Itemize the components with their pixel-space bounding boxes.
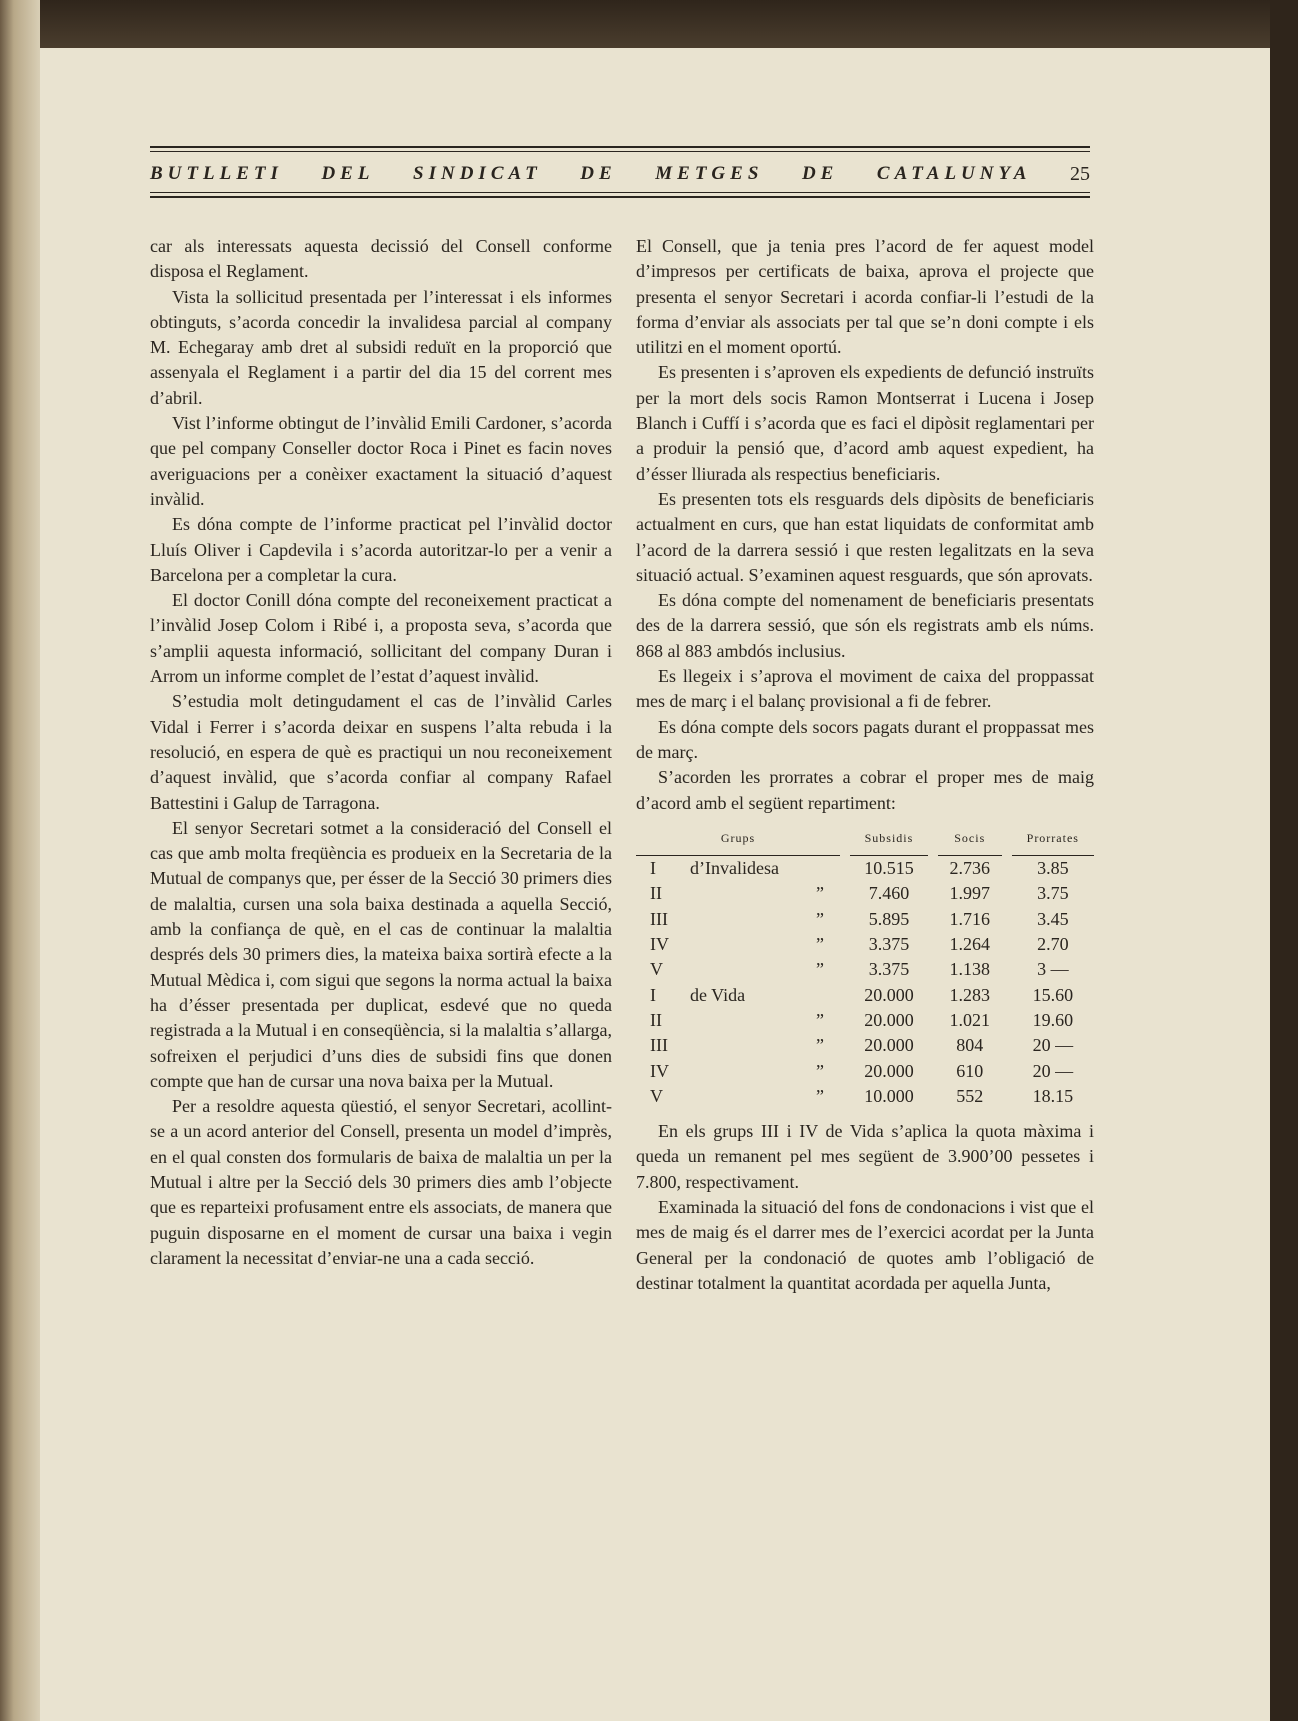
socis-cell: 552	[956, 1085, 984, 1106]
subsidis-cell: 10.515	[864, 858, 914, 879]
socis-cell: 1.021	[949, 1009, 990, 1030]
category-cell	[690, 957, 800, 982]
socis-cell: 1.138	[949, 959, 990, 980]
prorrates-cell: 19.60	[1032, 1009, 1074, 1030]
prorrates-cell: 20 —	[1032, 1035, 1074, 1056]
table-row	[636, 881, 1094, 906]
paragraph: El doctor Conill dóna compte del reconeixement practicat a l’invàlid Josep Colom i Ribé i, a proposta seva, s’acorda que s’amplii aquesta informació, sollicitant del company Duran i Arrom un informe complet de l’estat d’aquest invàlid.	[150, 590, 612, 687]
prorrates-cell: 18.15	[1032, 1085, 1074, 1106]
prorrates-cell: 15.60	[1032, 984, 1074, 1005]
paragraph: Per a resoldre aquesta qüestió, el senyor Secretari, acollint-se a un acord anterior del Consell, presenta un model d’imprès, en el qual consten dos formularis de baixa de malaltia un per la Mutual i altre per la Secció dels 30 primers dies amb l’objecte que es reparteixi profusament entre els associats, de manera que puguin disposarne en el moment de cursar una baixa i vegin clarament la necessitat d’enviar-ne una a cada secció.	[150, 1096, 612, 1268]
grup-cell: IV	[650, 934, 669, 955]
category-cell: de Vida	[690, 984, 746, 1005]
category-cell	[690, 881, 800, 906]
header-rule-top-2	[150, 151, 1090, 152]
table-row	[636, 1033, 1094, 1058]
scan-top-shadow	[40, 0, 1270, 48]
col-header-prorrates: Prorrates	[1012, 826, 1094, 856]
socis-cell: 2.736	[949, 858, 990, 879]
grup-cell: II	[650, 883, 662, 904]
table-row	[636, 856, 1094, 882]
paragraph: Es presenten tots els resguards dels dipòsits de beneficiaris actualment en curs, que han estat liquidats de conformitat amb l’acord de la darrera sessió i que resten legalitzats en la seva situació actual. S’examinen aquest resguards, que són aprovats.	[636, 488, 1094, 585]
header-word: BUTLLETI	[150, 163, 283, 184]
grup-cell: II	[650, 1009, 662, 1030]
subsidis-cell: 20.000	[864, 1009, 914, 1030]
paragraph: Es dóna compte dels socors pagats durant el proppassat mes de març.	[636, 716, 1094, 762]
right-column	[636, 234, 1094, 1296]
prorrates-cell: 3.85	[1037, 858, 1069, 879]
facing-page-edge	[0, 0, 40, 1721]
grup-cell: V	[650, 959, 663, 980]
paragraph: Es llegeix i s’aprova el moviment de caixa del proppassat mes de març i el balanç provisional a fi de febrer.	[636, 666, 1094, 712]
subsidis-cell: 20.000	[864, 1060, 914, 1081]
prorrates-cell: 3.45	[1037, 908, 1069, 929]
header-word: DE	[580, 163, 617, 184]
ditto-cell: ”	[816, 908, 824, 929]
table-row	[636, 957, 1094, 982]
paragraph: S’acorden les prorrates a cobrar el proper mes de maig d’acord amb el següent repartiment:	[636, 767, 1094, 813]
header-rule-top-1	[150, 146, 1090, 148]
table-row	[636, 983, 1094, 1008]
paragraph: El senyor Secretari sotmet a la consideració del Consell el cas que amb molta freqüència es produeix en la Secretaria de la Mutual de companys que, per ésser de la Secció 30 primers dies de malaltia, cursen una sola baixa destinada a aquella Secció, amb la confiança de què, en el cas de continuar la malaltia després dels 30 primers dies, la mateixa baixa sortirà efecte a la Mutual Mèdica i, com sigui que segons la norma actual la baixa ha d’ésser presentada per duplicat, esdevé que no queda registrada a la Mutual i en conseqüència, si la malaltia s’allarga, sofreixen el perjudici d’uns dies de subsidi fins que donen compte que han de cursar una nova baixa per la Mutual.	[150, 817, 612, 1091]
col-header-socis: Socis	[938, 826, 1002, 856]
grup-cell: III	[650, 1035, 668, 1056]
paragraph: Es dóna compte de l’informe practicat pel l’invàlid doctor Lluís Oliver i Capdevila i s’acorda autoritzar-lo per a venir a Barcelona per a completar la cura.	[150, 514, 612, 585]
table-row	[636, 932, 1094, 957]
table-row	[636, 907, 1094, 932]
category-cell	[690, 932, 800, 957]
paragraph: Es presenten i s’aproven els expedients de defunció instruïts per la mort dels socis Ramon Montserrat i Lucena i Josep Blanch i Cuffí i s’acorda que es faci el dipòsit reglamentari per a produir la pensió que, d’acord amb aquest expedient, ha d’ésser lliurada als respectius beneficiaris.	[636, 362, 1094, 484]
prorrates-cell: 2.70	[1037, 934, 1069, 955]
ditto-cell	[800, 983, 840, 1008]
table-row	[636, 1008, 1094, 1033]
category-cell	[690, 907, 800, 932]
ditto-cell	[800, 856, 840, 882]
subsidis-cell: 5.895	[868, 908, 910, 929]
category-cell	[690, 1059, 800, 1084]
subsidis-cell: 20.000	[864, 1035, 914, 1056]
category-cell	[690, 1084, 800, 1109]
running-header	[150, 160, 1090, 188]
header-word: DE	[801, 163, 839, 184]
ditto-cell: ”	[816, 1060, 824, 1081]
category-cell	[690, 1033, 800, 1058]
category-cell	[690, 1008, 800, 1033]
prorrates-cell: 3 —	[1037, 959, 1069, 980]
ditto-cell: ”	[816, 1035, 824, 1056]
prorrates-cell: 3.75	[1037, 883, 1069, 904]
ditto-cell: ”	[816, 1009, 824, 1030]
header-word: CATALUNYA	[876, 163, 1032, 184]
paragraph: Es dóna compte del nomenament de beneficiaris presentats des de la darrera sessió, que són els registrats amb els núms. 868 al 883 ambdós inclusius.	[636, 590, 1094, 661]
scan-right-shadow	[1270, 0, 1298, 1721]
grup-cell: I	[650, 858, 656, 879]
ditto-cell: ”	[816, 934, 824, 955]
grup-cell: III	[650, 908, 668, 929]
subsidis-cell: 20.000	[864, 984, 914, 1005]
socis-cell: 1.283	[949, 984, 990, 1005]
ditto-cell: ”	[816, 883, 824, 904]
header-word: METGES	[655, 163, 764, 184]
table-header-row	[636, 826, 1094, 856]
table-row	[636, 1084, 1094, 1109]
prorrates-table	[636, 826, 1094, 1109]
socis-cell: 804	[956, 1035, 984, 1056]
ditto-cell: ”	[816, 959, 824, 980]
header-word: SINDICAT	[413, 163, 542, 184]
col-header-subsidis: Subsidis	[850, 826, 928, 856]
header-rule-bottom-1	[150, 192, 1090, 193]
left-column	[150, 234, 612, 1271]
paragraph: car als interessats aquesta decissió del Consell conforme disposa el Reglament.	[150, 236, 612, 282]
grup-cell: IV	[650, 1060, 669, 1081]
table-row	[636, 1059, 1094, 1084]
paragraph: En els grups III i IV de Vida s’aplica la quota màxima i queda un remanent pel mes següent de 3.900’00 pessetes i 7.800, respectivament.	[636, 1121, 1094, 1192]
page-number: 25	[1069, 162, 1090, 185]
header-rule-bottom-2	[150, 196, 1090, 198]
socis-cell: 610	[956, 1060, 984, 1081]
subsidis-cell: 7.460	[868, 883, 910, 904]
paragraph: S’estudia molt detingudament el cas de l’invàlid Carles Vidal i Ferrer i s’acorda deixar en suspens l’alta rebuda i la resolució, en espera de què es practiqui un nou reconeixement d’aquest invàlid, que s’acorda confiar al company Rafael Battestini i Galup de Tarragona.	[150, 691, 612, 813]
socis-cell: 1.997	[949, 883, 990, 904]
socis-cell: 1.716	[949, 908, 990, 929]
paragraph: Vista la sollicitud presentada per l’interessat i els informes obtinguts, s’acorda concedir la invalidesa parcial al company M. Echegaray amb dret al subsidi reduït en la proporció que assenyala el Reglament i a partir del dia 15 del corrent mes d’abril.	[150, 286, 612, 408]
grup-cell: V	[650, 1085, 663, 1106]
ditto-cell: ”	[816, 1085, 824, 1106]
socis-cell: 1.264	[949, 934, 990, 955]
grup-cell: I	[650, 984, 656, 1005]
subsidis-cell: 10.000	[864, 1085, 914, 1106]
category-cell: d’Invalidesa	[690, 858, 779, 879]
prorrates-cell: 20 —	[1032, 1060, 1074, 1081]
paragraph: Vist l’informe obtingut de l’invàlid Emili Cardoner, s’acorda que pel company Conseller doctor Roca i Pinet es facin noves averiguacions per a conèixer exactament la situació d’aquest invàlid.	[150, 413, 612, 509]
header-word: DEL	[321, 163, 375, 184]
paragraph: El Consell, que ja tenia pres l’acord de fer aquest model d’impresos per certificats de baixa, aprova el projecte que presenta el senyor Secretari i acorda confiar-li l’estudi de la forma d’enviar als associats per tal que se’n doni compte i els utilitzi en el moment oportú.	[636, 236, 1094, 358]
subsidis-cell: 3.375	[868, 934, 910, 955]
paragraph: Examinada la situació del fons de condonacions i vist que el mes de maig és el darrer mes de l’exercici acordat per la Junta General per la condonació de quotes amb l’obligació de destinar totalment la quantitat acordada per aquella Junta,	[636, 1196, 1094, 1293]
subsidis-cell: 3.375	[868, 959, 910, 980]
col-header-grups: Grups	[636, 826, 840, 856]
